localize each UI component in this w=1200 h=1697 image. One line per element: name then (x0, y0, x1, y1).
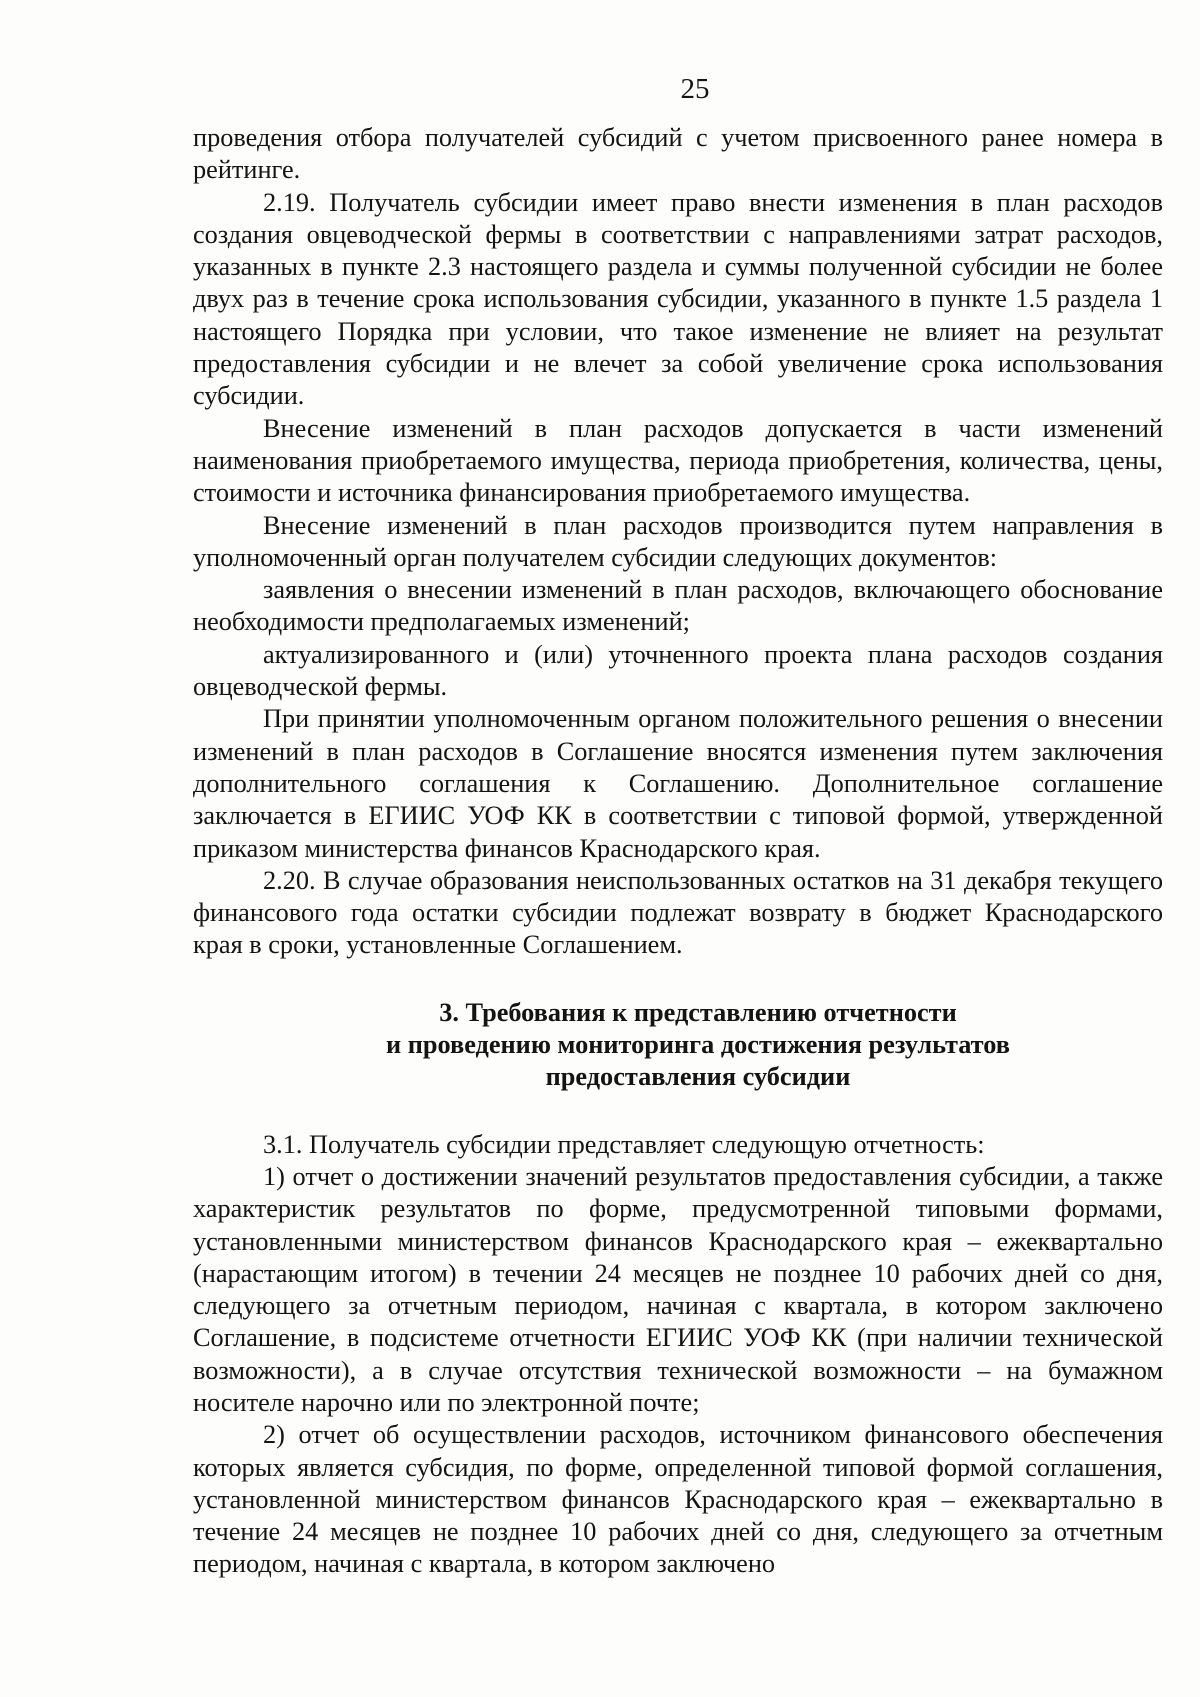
paragraph-updated-plan: актуализированного и (или) уточненного проекта плана расходов создания овцеводческой фермы. (193, 639, 1163, 702)
page-number: 25 (680, 73, 710, 105)
section-heading-line: 3. Требования к представлению отчетности (439, 997, 957, 1027)
paragraph-changes-scope: Внесение изменений в план расходов допускается в части изменений наименования приобретаемого имущества, периода приобретения, количества, цены, стоимости и источника финансирования приобретаемого имущества. (193, 413, 1163, 508)
section-heading-line: и проведению мониторинга достижения результатов (386, 1030, 1010, 1060)
paragraph-3-1: 3.1. Получатель субсидии представляет следующую отчетность: (263, 1129, 985, 1159)
document-body (193, 122, 1163, 1581)
section-heading (193, 997, 1163, 1094)
paragraph-2-19: 2.19. Получатель субсидии имеет право внести изменения в план расходов создания овцеводческой фермы в соответствии с направлениями затрат расходов, указанных в пункте 2.3 настоящего раздела и суммы полученной субсидии не более двух раз в течение срока использования субсидии, указанного в пункте 1.5 раздела 1 настоящего Порядка при условии, что такое изменение не влияет на результат предоставления субсидии и не влечет за собой увеличение срока использования субсидии. (193, 187, 1163, 411)
paragraph-changes-procedure: Внесение изменений в план расходов производится путем направления в уполномоченный орган получателем субсидии следующих документов: (193, 510, 1163, 572)
paragraph-additional-agreement: При принятии уполномоченным органом положительного решения о внесении изменений в план расходов в Соглашение вносятся изменения путем заключения дополнительного соглашения к Соглашению. Дополнительное соглашение заключается в ЕГИИС УОФ КК в соответствии с типовой формой, утвержденной приказом министерства финансов Краснодарского края. (193, 704, 1163, 863)
list-item-report-results: 1) отчет о достижении значений результатов предоставления субсидии, а также характеристик результатов по форме, предусмотренной типовыми формами, установленными министерством финансов Краснодарского края – ежеквартально (нарастающим итогом) в течении 24 месяцев не позднее 10 рабочих дней со дня, следующего за отчетным периодом, начиная с квартала, в котором заключено Соглашение, в подсистеме отчетности ЕГИИС УОФ КК (при наличии технической возможности), а в случае отсутствия технической возможности – на бумажном носителе нарочно или по электронной почте; (193, 1161, 1163, 1417)
paragraph-application: заявления о внесении изменений в план расходов, включающего обоснование необходимости предполагаемых изменений; (193, 575, 1163, 637)
paragraph-2-20: 2.20. В случае образования неиспользованных остатков на 31 декабря текущего финансового года остатки субсидии подлежат возврату в бюджет Краснодарского края в сроки, установленные Соглашением. (193, 865, 1163, 960)
paragraph-continuation: проведения отбора получателей субсидий с учетом присвоенного ранее номера в рейтинге. (193, 123, 1163, 185)
section-heading-line: предоставления субсидии (545, 1062, 851, 1092)
list-item-report-expenses: 2) отчет об осуществлении расходов, источником финансового обеспечения которых является субсидия, по форме, определенной типовой формой соглашения, установленной министерством финансов Краснодарского края – ежеквартально в течение 24 месяцев не позднее 10 рабочих дней со дня, следующего за отчетным периодом, начиная с квартала, в котором заключено (193, 1420, 1163, 1579)
